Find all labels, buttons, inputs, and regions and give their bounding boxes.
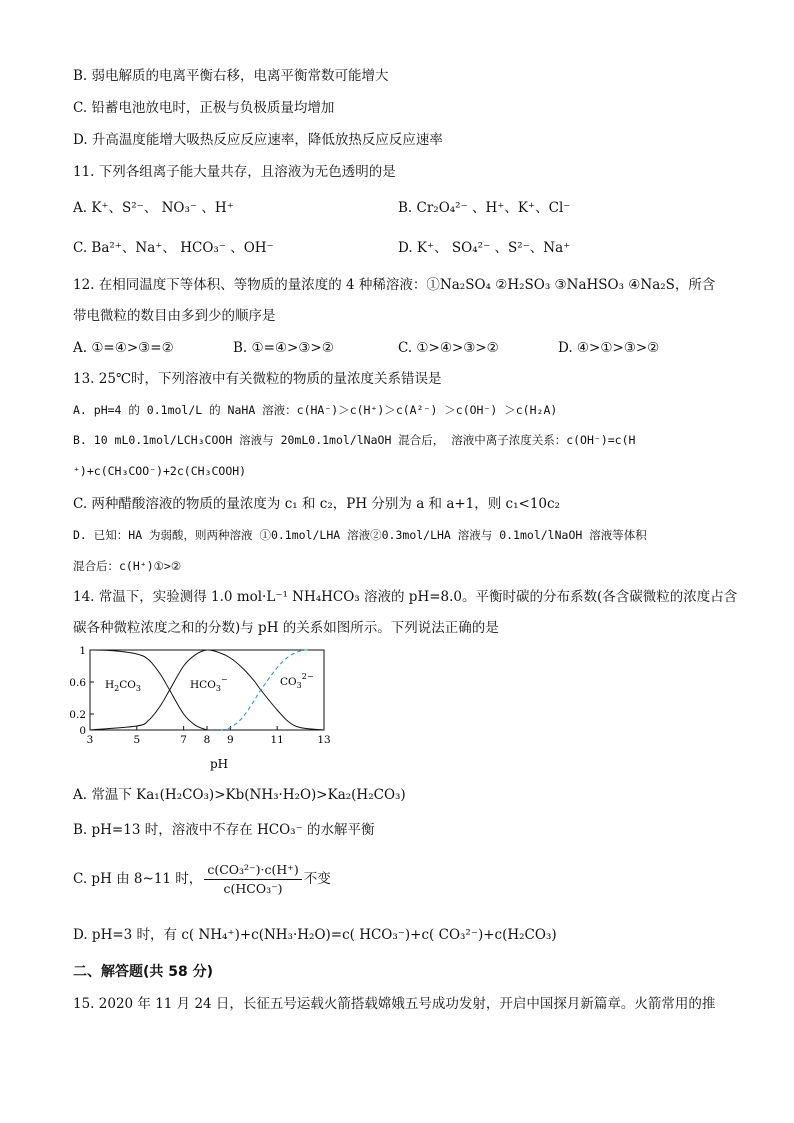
- q13-option-c: C. 两种醋酸溶液的物质的量浓度为 c₁ 和 c₂，PH 分别为 a 和 a+1，则 c₁<10c₂: [73, 496, 560, 512]
- q13-option-b-line1: B. 10 mL0.1mol/LCH₃COOH 溶液与 20mL0.1mol/lNaOH 混合后， 溶液中离子浓度关系：c(OH⁻)=c(H: [73, 433, 636, 447]
- q14-option-c-fraction: [204, 861, 301, 898]
- q14-option-c-prefix: C. pH 由 8~11 时，: [73, 871, 203, 887]
- q10-option-d: D. 升高温度能增大吸热反应反应速率，降低放热反应反应速率: [73, 132, 443, 148]
- fraction-numerator: c(CO₃²⁻)·c(H⁺): [204, 861, 301, 880]
- q11-option-b: B. Cr₂O₄²⁻ 、H⁺、K⁺、Cl⁻: [398, 200, 571, 216]
- x-tick-label: 13: [317, 734, 331, 746]
- q10-option-b: B. 弱电解质的电离平衡右移，电离平衡常数可能增大: [73, 68, 389, 84]
- fraction-denominator: c(HCO₃⁻): [223, 881, 283, 896]
- q12-option-b: B. ①=④>③>②: [233, 340, 334, 356]
- q11-option-c: C. Ba²⁺、Na⁺、 HCO₃⁻ 、OH⁻: [73, 240, 274, 256]
- x-tick-label: 7: [180, 734, 187, 746]
- x-tick-label: 11: [270, 734, 284, 746]
- x-tick-label: 3: [86, 734, 94, 746]
- y-tick-label: 0: [79, 725, 86, 737]
- series-curve-2: [221, 650, 308, 730]
- q12-option-a: A. ①=④>③=②: [73, 340, 174, 356]
- q13-option-b-line2: ⁺)+c(CH₃COO⁻)+2c(CH₃COOH): [73, 464, 247, 478]
- q14-option-c: [73, 857, 331, 901]
- q14-option-a: A. 常温下 Ka₁(H₂CO₃)>Kb(NH₃·H₂O)>Ka₂(H₂CO₃): [73, 787, 406, 803]
- q14-option-d: D. pH=3 时，有 c( NH₄⁺)+c(NH₃·H₂O)=c( HCO₃⁻)+c( CO₃²⁻)+c(H₂CO₃): [73, 927, 557, 943]
- series-label-hco3: $HCO_3^-$: [190, 675, 228, 693]
- q14-option-c-suffix: 不变: [303, 871, 331, 887]
- y-tick-label: 0.2: [69, 709, 86, 721]
- series-label-co3: $CO_3^{2-}$: [280, 672, 314, 690]
- q12-stem-line2: 带电微粒的数目由多到少的顺序是: [73, 308, 276, 324]
- q11-option-a: A. K⁺、S²⁻、 NO₃⁻ 、H⁺: [73, 200, 234, 216]
- q14-option-b: B. pH=13 时，溶液中不存在 HCO₃⁻ 的水解平衡: [73, 822, 375, 838]
- q15-stem: 15. 2020 年 11 月 24 日，长征五号运载火箭搭载嫦娥五号成功发射，开启中国探月新篇章。火箭常用的推: [73, 996, 716, 1012]
- x-tick-label: 5: [133, 734, 141, 746]
- q13-option-a: A. pH=4 的 0.1mol/L 的 NaHA 溶液：c(HA⁻)＞c(H⁺)＞c(A²⁻) ＞c(OH⁻) ＞c(H₂A): [73, 403, 558, 417]
- q10-option-c: C. 铅蓄电池放电时，正极与负极质量均增加: [73, 100, 335, 116]
- q12-option-d: D. ④>①>③>②: [558, 340, 660, 356]
- distribution-chart: [60, 640, 350, 775]
- q12-stem-line1: 12. 在相同温度下等体积、等物质的量浓度的 4 种稀溶液：①Na₂SO₄ ②H₂SO₃ ③NaHSO₃ ④Na₂S，所含: [73, 277, 716, 293]
- x-tick-label: 9: [227, 734, 234, 746]
- x-tick-label: 8: [203, 734, 211, 746]
- y-tick-label: 0.6: [69, 677, 86, 689]
- q14-stem-line2: 碳各种微粒浓度之和的分数)与 pH 的关系如图所示。下列说法正确的是: [73, 620, 499, 636]
- q11-stem: 11. 下列各组离子能大量共存，且溶液为无色透明的是: [73, 164, 396, 180]
- q13-option-d-line2: 混合后：c(H⁺)①>②: [73, 559, 182, 573]
- series-label-h2co3: $H_2CO_3$: [105, 679, 142, 693]
- q13-stem: 13. 25℃时，下列溶液中有关微粒的物质的量浓度关系错误是: [73, 371, 442, 387]
- x-axis-label: pH: [210, 757, 229, 771]
- q11-option-d: D. K⁺、 SO₄²⁻ 、S²⁻、Na⁺: [398, 240, 571, 256]
- q12-option-c: C. ①>④>③>②: [398, 340, 499, 356]
- q13-option-d-line1: D. 已知：HA 为弱酸，则两种溶液 ①0.1mol/LHA 溶液②0.3mol/LHA 溶液与 0.1mol/lNaOH 溶液等体积: [73, 528, 647, 542]
- section-heading: 二、解答题(共 58 分): [73, 964, 214, 980]
- q14-stem-line1: 14. 常温下，实验测得 1.0 mol·L⁻¹ NH₄HCO₃ 溶液的 pH=8.0。平衡时碳的分布系数(各含碳微粒的浓度占含: [73, 589, 738, 605]
- y-tick-label: 1: [79, 645, 86, 657]
